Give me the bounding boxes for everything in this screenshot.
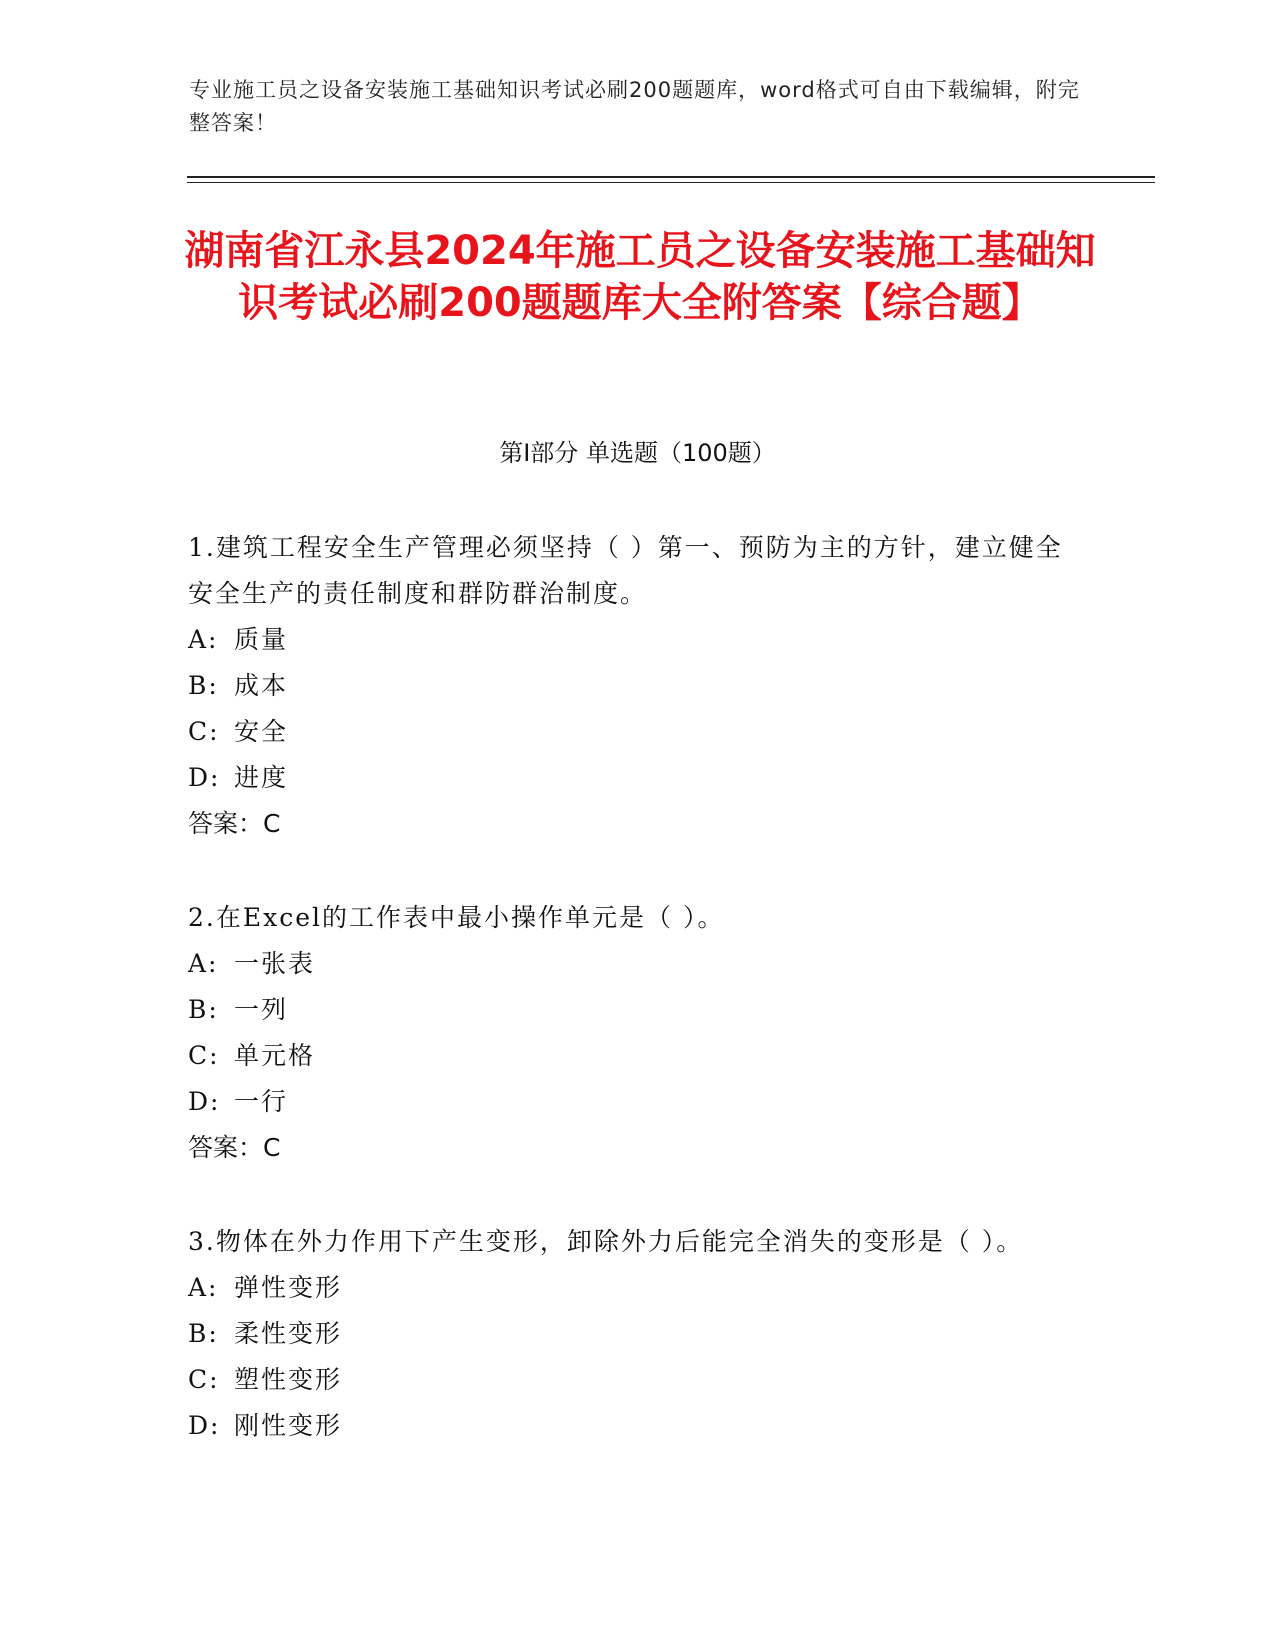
question-1 [188,525,1088,847]
option-key: A: [188,625,219,654]
option-key: B: [188,995,219,1024]
question-2 [188,895,1088,1171]
option-a [188,1265,1088,1311]
option-d [188,1079,1088,1125]
option-c [188,709,1088,755]
option-text: 一行 [234,1087,289,1116]
option-a [188,617,1088,663]
option-a [188,941,1088,987]
option-text: 进度 [234,763,289,792]
option-b [188,1311,1088,1357]
option-key: A: [188,949,219,978]
question-3 [188,1219,1088,1449]
option-key: C: [188,1365,220,1394]
question-stem: 2.在Excel的工作表中最小操作单元是（ ）。 [188,903,725,932]
option-key: D: [188,763,221,792]
option-text: 塑性变形 [234,1365,343,1394]
option-key: B: [188,671,219,700]
document-title: 湖南省江永县2024年施工员之设备安装施工基础知识考试必刷200题题库大全附答案【综合题】 [184,228,1096,326]
option-text: 安全 [234,717,289,746]
option-d [188,1403,1088,1449]
option-text: 单元格 [234,1041,316,1070]
option-key: D: [188,1411,221,1440]
option-text: 一张表 [234,949,316,978]
option-key: A: [188,1273,219,1302]
answer-line: 答案：C [188,1133,281,1162]
option-key: C: [188,717,220,746]
section-heading: 第Ⅰ部分 单选题（100题） [499,439,776,467]
option-c [188,1357,1088,1403]
header-note: 专业施工员之设备安装施工基础知识考试必刷200题题库，word格式可自由下载编辑，附完整答案！ [189,78,1080,135]
option-text: 柔性变形 [234,1319,343,1348]
option-c [188,1033,1088,1079]
option-text: 弹性变形 [234,1273,343,1302]
option-key: D: [188,1087,221,1116]
option-text: 质量 [234,625,289,654]
option-text: 刚性变形 [234,1411,343,1440]
question-stem: 3.物体在外力作用下产生变形，卸除外力后能完全消失的变形是（ ）。 [188,1227,1024,1256]
header-divider-thin [187,182,1155,183]
option-d [188,755,1088,801]
answer-line: 答案：C [188,809,281,838]
question-list [188,525,1088,1497]
option-b [188,987,1088,1033]
option-text: 一列 [234,995,289,1024]
option-key: B: [188,1319,219,1348]
option-text: 成本 [234,671,289,700]
header-divider-thick [187,176,1155,178]
question-stem: 1.建筑工程安全生产管理必须坚持（ ）第一、预防为主的方针，建立健全安全生产的责任制度和群防群治制度。 [188,533,1063,608]
option-key: C: [188,1041,220,1070]
option-b [188,663,1088,709]
